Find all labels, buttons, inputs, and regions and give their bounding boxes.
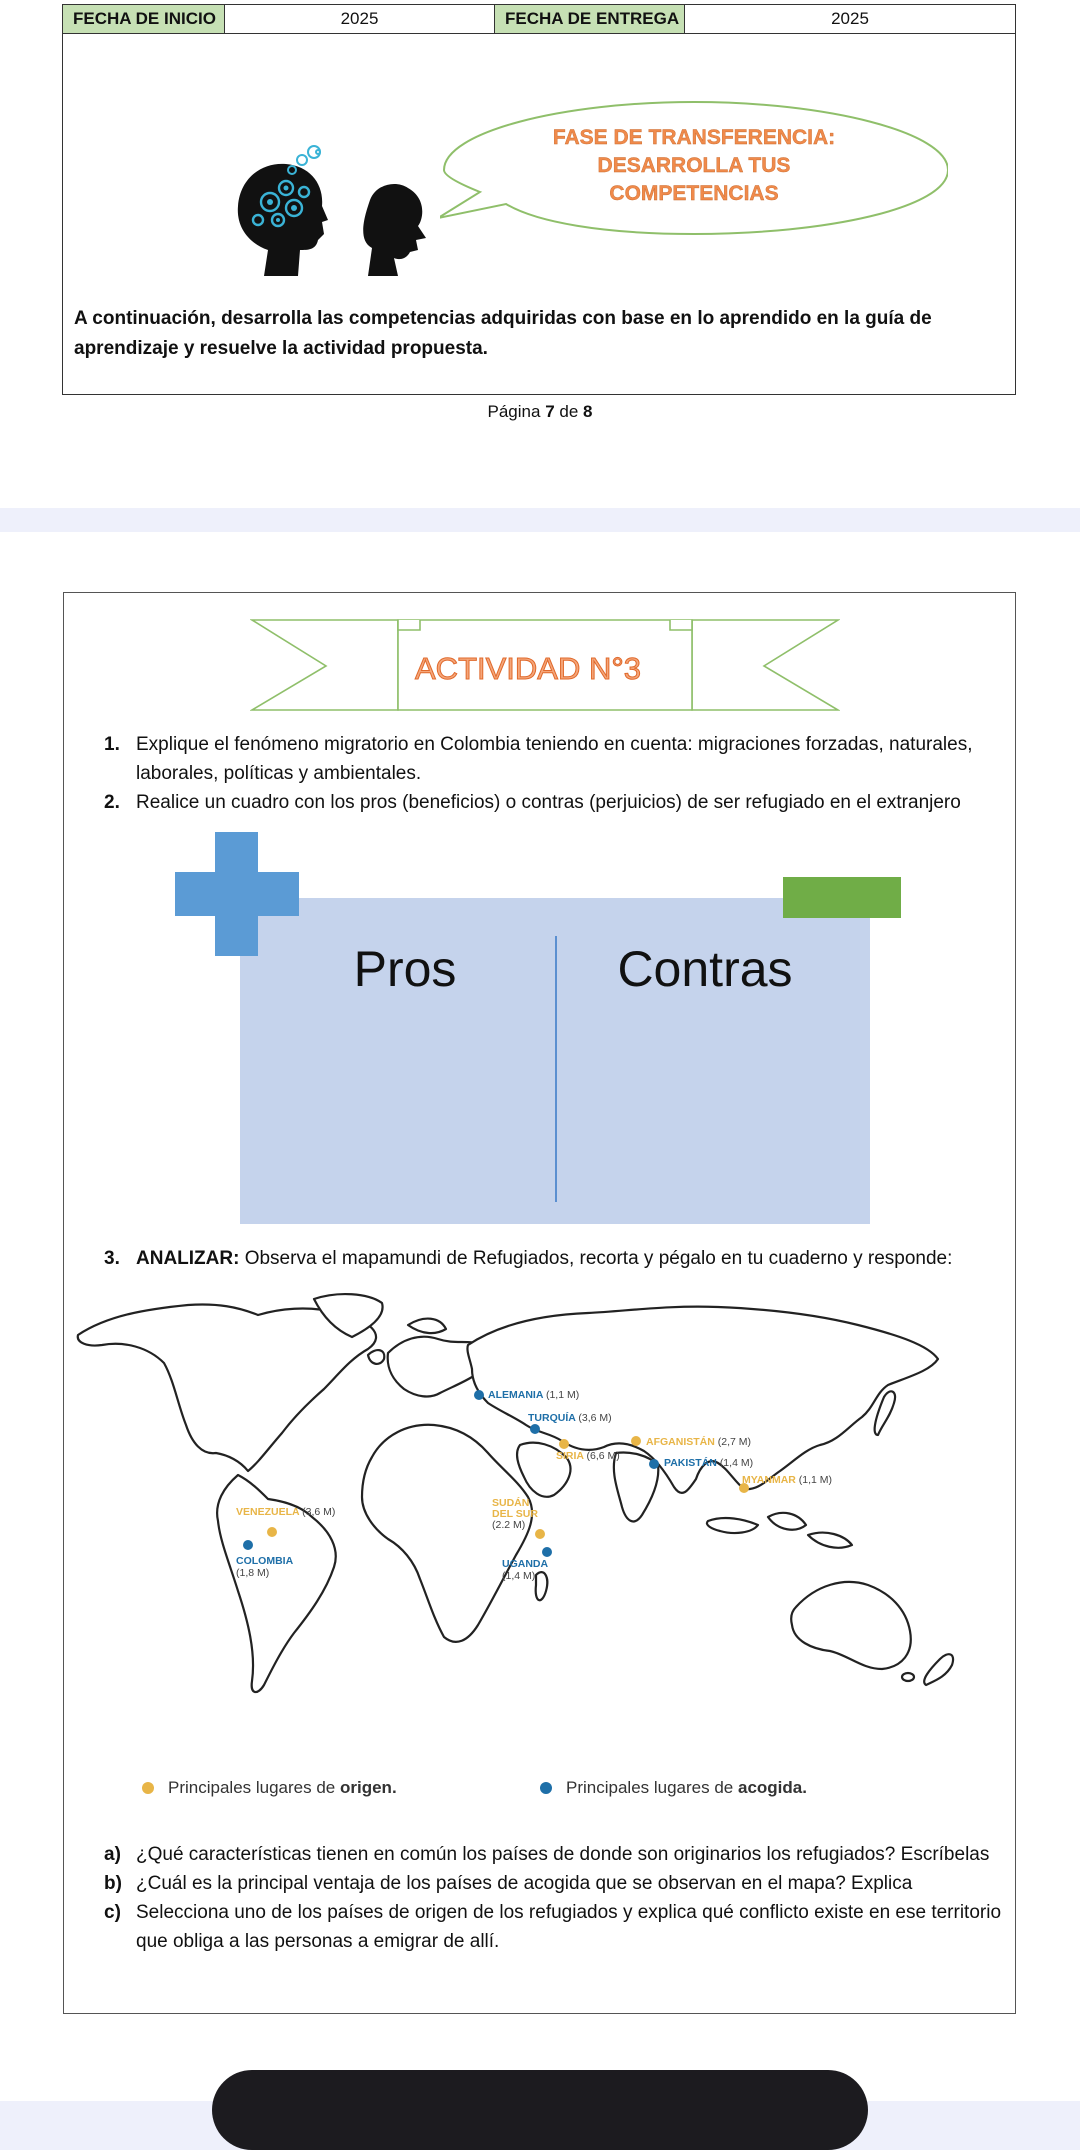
page-number [0,402,1080,422]
bottom-toolbar[interactable] [212,2070,868,2150]
legend-origin [142,1778,397,1798]
phase-title-line2: DESARROLLA TUS [597,154,791,177]
question-3 [104,1244,1014,1273]
question-number: 3. [104,1248,120,1269]
country-value: (3,6 M) [302,1506,336,1518]
country-name: UGANDA [502,1558,549,1570]
sub-questions-list [104,1840,1018,1956]
label-uganda [502,1558,548,1582]
phase-title-line3: COMPETENCIAS [609,182,779,205]
country-value: (1,4 M) [719,1457,754,1469]
page-7 [0,0,1080,508]
question-3-text: Observa el mapamundi de Refugiados, recorta y pégalo en tu cuaderno y responde: [239,1248,953,1269]
page-number-current: 7 [545,402,555,421]
country-name: MYANMAR [742,1474,796,1486]
legend-origin-text: Principales lugares de [168,1778,336,1797]
plus-icon-bar [175,872,299,916]
legend-host-text: Principales lugares de [566,1778,734,1797]
intro-text: A continuación, desarrolla las competencias adquiridas con base en lo aprendido en la guía de aprendizaje y resuelve la actividad propuesta. [74,308,932,359]
marker-colombia [243,1540,253,1550]
sub-question-item [104,1869,1018,1898]
page-number-middle: de [554,402,584,421]
marker-siria [559,1439,569,1449]
phase-title [520,124,868,208]
pros-heading: Pros [353,941,457,997]
legend-host-bold: acogida. [738,1778,807,1797]
question-number: 1. [104,734,120,755]
country-value: (6,6 M) [586,1450,620,1462]
country-name: TURQUÍA [528,1412,576,1424]
marker-uganda [542,1547,552,1557]
legend-origin-bold: origen. [340,1778,397,1797]
pros-contras-divider [555,936,557,1202]
marker-pakistan [649,1459,659,1469]
label-colombia [236,1555,293,1579]
activity-title: ACTIVIDAD N°3 [415,651,641,686]
thinking-heads-illustration [228,140,438,280]
sub-question-item [104,1840,1018,1869]
sub-question-text: ¿Cuál es la principal ventaja de los países de acogida que se observan en el mapa? Explica [136,1873,913,1894]
label-myanmar [742,1474,832,1486]
country-value: (3,6 M) [578,1412,612,1424]
start-date-label: FECHA DE INICIO [63,5,225,33]
country-name: ALEMANIA [488,1389,544,1401]
minus-icon [783,877,901,918]
sub-question-letter: b) [104,1873,122,1894]
country-value: (1,8 M) [236,1567,270,1579]
country-value: (1,1 M) [798,1474,833,1486]
sub-question-text: ¿Qué características tienen en común los países de donde son originarios los refugiados? Escríbelas [136,1844,990,1865]
country-value: (2.2 M) [492,1519,526,1531]
country-name: SIRIA [556,1450,584,1462]
country-value: (1,1 M) [545,1389,580,1401]
dates-header-table [62,4,1016,34]
marker-venezuela [267,1527,277,1537]
country-value: (1,4 M) [502,1570,536,1582]
country-value: (2,7 M) [717,1436,752,1448]
label-alemania [488,1389,579,1401]
questions-list [104,730,1014,817]
country-name: VENEZUELA [236,1506,300,1518]
question-number: 2. [104,792,120,813]
origin-dot-icon [142,1782,154,1794]
label-pakistan [664,1457,753,1469]
country-name: SUDÁN [492,1497,530,1509]
country-name: PAKISTÁN [664,1457,717,1469]
label-siria [556,1450,620,1462]
question-item [104,788,1014,817]
label-venezuela [236,1506,335,1518]
marker-alemania [474,1390,484,1400]
country-name: COLOMBIA [236,1555,294,1567]
page-number-prefix: Página [487,402,546,421]
label-afganistan [646,1436,751,1448]
marker-afganistan [631,1436,641,1446]
question-text: Realice un cuadro con los pros (beneficios) o contras (perjuicios) de ser refugiado en el extranjero [136,792,961,813]
host-dot-icon [540,1782,552,1794]
start-date-value: 2025 [225,5,495,33]
legend-host [540,1778,807,1798]
sub-question-text: Selecciona uno de los países de origen de los refugiados y explica qué conflicto existe en ese territorio que obliga a las personas a emigrar de allí. [136,1902,1002,1952]
contras-heading: Contras [617,941,793,997]
sub-question-item [104,1898,1018,1956]
sub-question-letter: c) [104,1902,121,1923]
label-turquia [528,1412,612,1424]
phase-title-line1: FASE DE TRANSFERENCIA: [552,126,836,149]
delivery-date-value: 2025 [831,9,869,28]
question-3-keyword: ANALIZAR: [136,1248,240,1269]
marker-turquia [530,1424,540,1434]
sub-question-letter: a) [104,1844,121,1865]
delivery-date-label: FECHA DE ENTREGA [495,5,685,33]
page-number-total: 8 [583,402,593,421]
question-item [104,730,1014,788]
label-sudan-del-sur [492,1498,538,1531]
country-name-2: DEL SUR [492,1508,538,1520]
country-name: AFGANISTÁN [646,1436,715,1448]
question-text: Explique el fenómeno migratorio en Colombia teniendo en cuenta: migraciones forzadas, naturales, laborales, políticas y ambientales. [136,734,973,784]
